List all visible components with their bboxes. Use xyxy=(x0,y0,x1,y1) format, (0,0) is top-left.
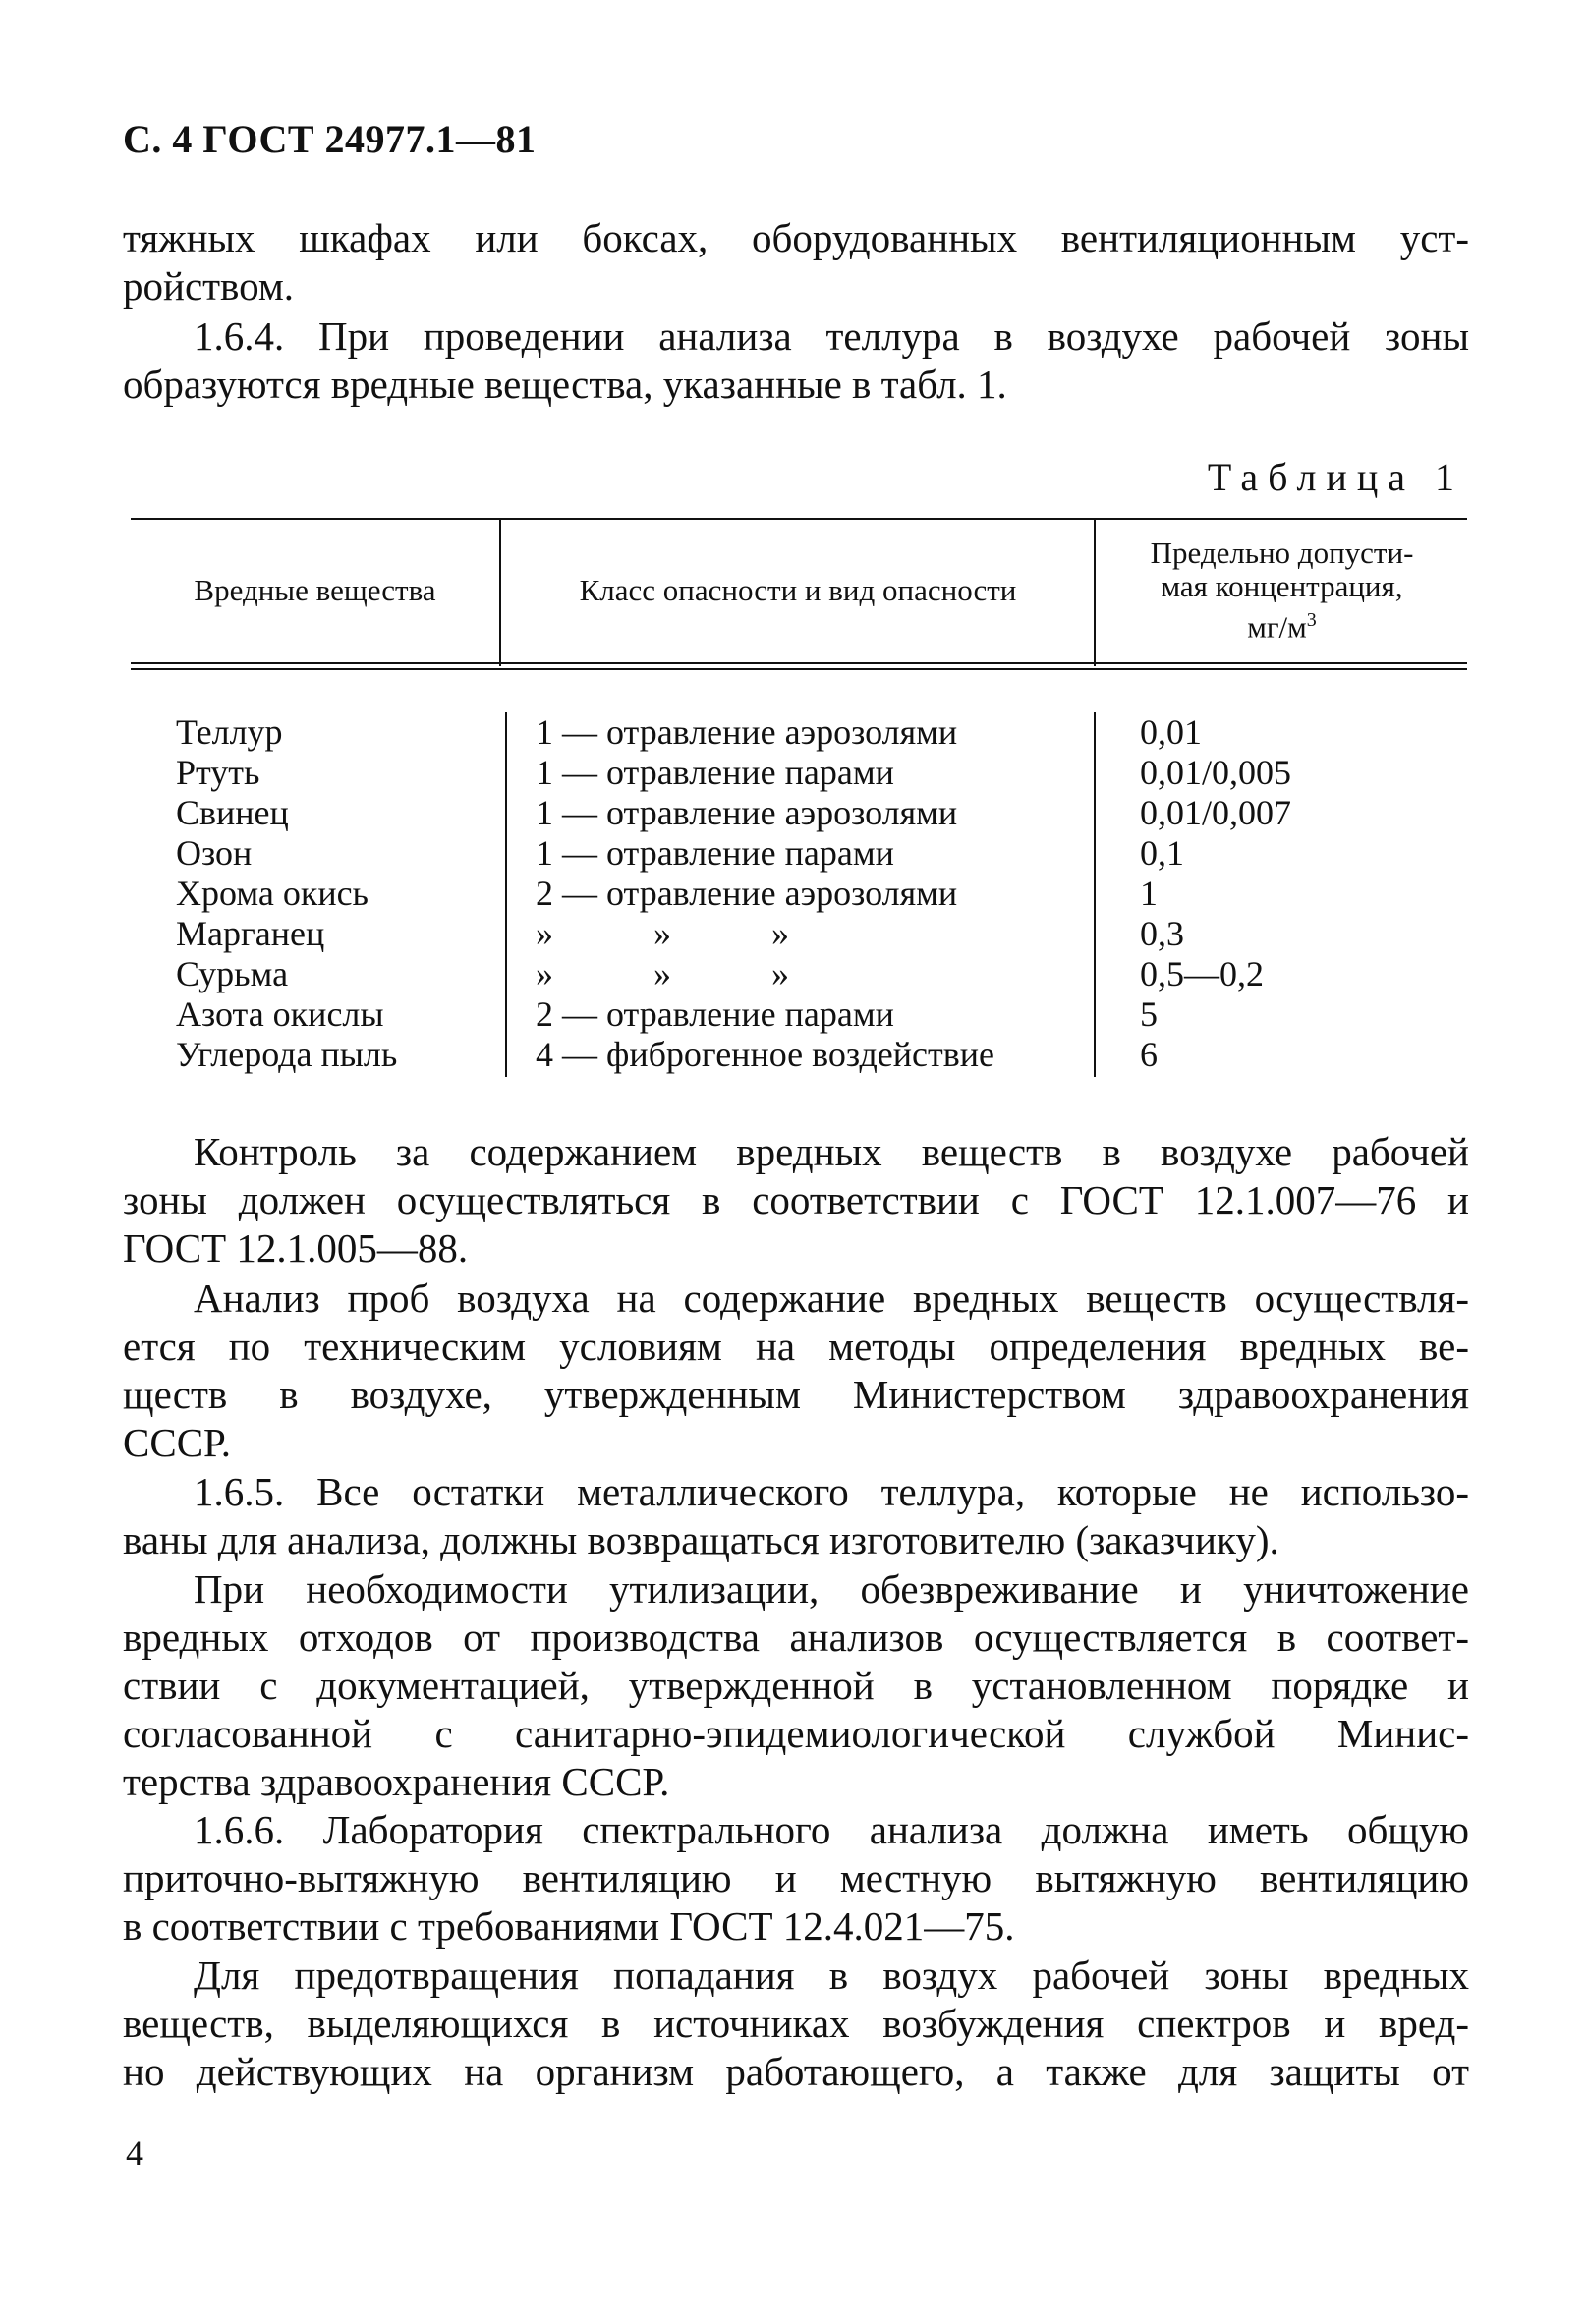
text-line: зоны должен осуществляться в соответствии с ГОСТ 12.1.007—76 и xyxy=(123,1177,1469,1222)
text-line: ется по техническим условиям на методы определения вредных ве- xyxy=(123,1324,1469,1369)
hazard-cell: 1 — отравление аэрозолями xyxy=(536,793,958,832)
limit-cell: 0,3 xyxy=(1140,914,1184,953)
limit-cell: 0,01 xyxy=(1140,712,1202,752)
text-line: в соответствии с требованиями ГОСТ 12.4.021—75. xyxy=(123,1903,1015,1949)
text-line: веществ, выделяющихся в источниках возбуждения спектров и вред- xyxy=(123,2001,1469,2046)
limit-column xyxy=(1140,712,1291,1075)
limit-cell: 0,01/0,007 xyxy=(1140,793,1292,832)
ditto-mark: » xyxy=(536,954,553,993)
substance-cell: Сурьма xyxy=(176,954,289,993)
text-line: ваны для анализа, должны возвращаться изготовителю (заказчику). xyxy=(123,1517,1279,1562)
substance-cell: Озон xyxy=(176,833,253,873)
hazard-cell: 1 — отравление парами xyxy=(536,753,894,792)
hazard-column xyxy=(536,712,994,1075)
table-caption: Таблица 1 xyxy=(1207,455,1464,499)
table-divider xyxy=(1094,712,1096,1077)
text-line: При необходимости утилизации, обезвреживание и уничтожение xyxy=(194,1566,1469,1612)
text-line: 1.6.4. При проведении анализа теллура в воздухе рабочей зоны xyxy=(194,313,1469,359)
limit-cell: 5 xyxy=(1140,994,1158,1034)
hazard-cell-ditto xyxy=(536,914,994,954)
section-1-6-4 xyxy=(123,312,1469,409)
table-divider xyxy=(499,518,501,666)
text-line: 1.6.5. Все остатки металлического теллура, которые не использо- xyxy=(194,1469,1469,1514)
hazard-cell: 1 — отравление парами xyxy=(536,833,894,873)
section-1-6-6 xyxy=(123,1806,1469,1951)
table-divider xyxy=(1094,518,1096,666)
control-paragraph xyxy=(123,1128,1469,1273)
text-line: Для предотвращения попадания в воздух рабочей зоны вредных xyxy=(194,1953,1469,1998)
text-line: терства здравоохранения СССР. xyxy=(123,1759,670,1804)
substance-cell: Углерода пыль xyxy=(176,1035,398,1074)
text-line: 1.6.6. Лаборатория спектрального анализа должна иметь общую xyxy=(194,1807,1469,1852)
table-header-rule xyxy=(131,662,1467,670)
substance-cell: Хрома окись xyxy=(176,874,369,913)
hazard-cell-ditto xyxy=(536,954,994,994)
text-line: Анализ проб воздуха на содержание вредных веществ осуществля- xyxy=(194,1275,1469,1321)
text-line: ствии с документацией, утвержденной в установленном порядке и xyxy=(123,1663,1469,1708)
text-line: Контроль за содержанием вредных веществ в воздухе рабочей xyxy=(194,1129,1469,1174)
text-line: ществ в воздухе, утвержденным Министерством здравоохранения xyxy=(123,1372,1469,1417)
text-line: но действующих на организм работающего, а также для защиты от xyxy=(123,2049,1469,2094)
substance-cell: Марганец xyxy=(176,914,325,953)
ditto-mark: » xyxy=(653,954,671,993)
column-header-limit xyxy=(1097,518,1467,662)
ditto-mark: » xyxy=(771,914,789,953)
substance-cell: Теллур xyxy=(176,712,283,752)
limit-cell: 0,5—0,2 xyxy=(1140,954,1264,993)
ditto-mark: » xyxy=(771,954,789,993)
column-header-substance: Вредные вещества xyxy=(194,572,436,607)
hazard-cell: 4 — фиброгенное воздействие xyxy=(536,1035,994,1074)
page-number: 4 xyxy=(126,2133,143,2173)
prevention-paragraph xyxy=(123,1952,1469,2096)
text-line: вредных отходов от производства анализов осуществляется в соответ- xyxy=(123,1615,1469,1660)
limit-header-line: Предельно допусти- xyxy=(1150,535,1414,570)
substance-cell: Свинец xyxy=(176,793,289,832)
hazard-cell: 2 — отравление аэрозолями xyxy=(536,874,958,913)
limit-cell: 1 xyxy=(1140,874,1158,913)
hazard-cell: 1 — отравление аэрозолями xyxy=(536,712,958,752)
limit-header-unit: мг/м xyxy=(1247,609,1307,645)
limit-cell: 6 xyxy=(1140,1035,1158,1074)
limit-cell: 0,01/0,005 xyxy=(1140,753,1292,792)
intro-paragraph xyxy=(123,214,1469,311)
column-header-hazard: Класс опасности и вид опасности xyxy=(579,572,1017,607)
analysis-paragraph xyxy=(123,1275,1469,1467)
text-line: ГОСТ 12.1.005—88. xyxy=(123,1225,469,1271)
text-line: образуются вредные вещества, указанные в табл. 1. xyxy=(123,362,1007,407)
limit-header-line: мая концентрация, xyxy=(1161,568,1403,603)
substance-column xyxy=(176,712,397,1075)
substance-cell: Азота окислы xyxy=(176,994,384,1034)
table-divider xyxy=(505,712,507,1077)
hazard-cell: 2 — отравление парами xyxy=(536,994,894,1034)
limit-header-sup: 3 xyxy=(1306,608,1317,631)
substance-cell: Ртуть xyxy=(176,753,260,792)
ditto-mark: » xyxy=(653,914,671,953)
section-1-6-5 xyxy=(123,1468,1469,1564)
limit-cell: 0,1 xyxy=(1140,833,1184,873)
page-header: С. 4 ГОСТ 24977.1—81 xyxy=(123,117,537,161)
disposal-paragraph xyxy=(123,1565,1469,1806)
text-line: приточно-вытяжную вентиляцию и местную вытяжную вентиляцию xyxy=(123,1855,1469,1900)
text-line: согласованной с санитарно-эпидемиологической службой Минис- xyxy=(123,1711,1469,1756)
text-line: СССР. xyxy=(123,1420,231,1465)
text-line: ройством. xyxy=(123,263,295,309)
text-line: тяжных шкафах или боксах, оборудованных вентиляционным уст- xyxy=(123,215,1469,260)
ditto-mark: » xyxy=(536,914,553,953)
